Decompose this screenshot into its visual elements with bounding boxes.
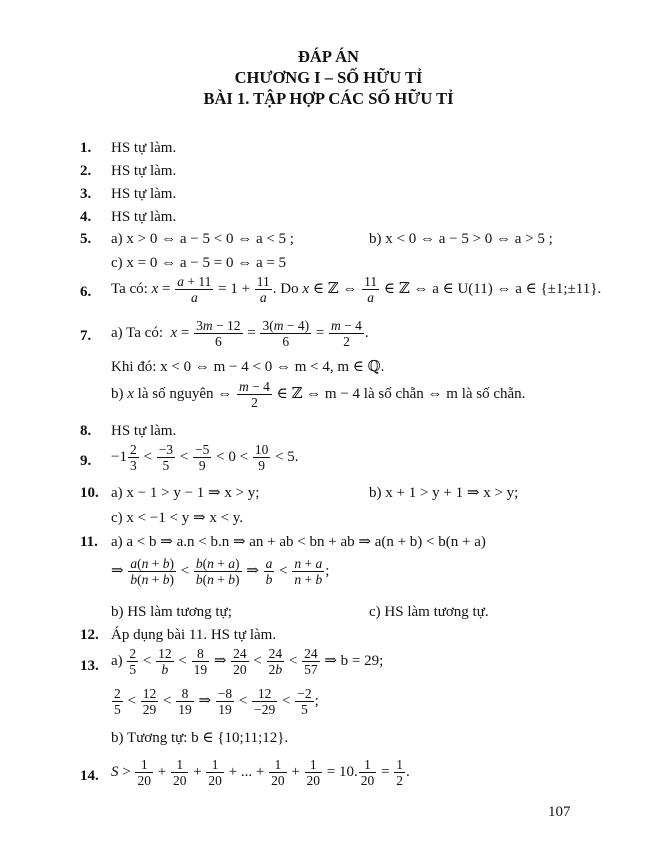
exercise-9: 9. −1 $\frac{2}{3}$ < $\frac{-3}{5}$ < $\frac{-5}{9}$ < 0 < $\frac{10}{9}$ < 5. <box>80 442 299 473</box>
exercise-6: 6. Ta có: x = $\frac{a + 11}{a}$ = 1 + $\frac{11}{a}$ . Do x ∈ ℤ ⇔ $\frac{11}{a}$ ∈ ℤ ⇔ a ∈ U(11) ⇔ a ∈ {±1;±11}. <box>80 274 602 305</box>
chapter-title: CHƯƠNG I – SỐ HỮU TỈ <box>234 68 423 87</box>
exercise-13-a: 13. a) $\frac{2}{5}$ < $\frac{12}{b}$ < $\frac{8}{19}$ ⇒ $\frac{24}{20}$ < $\frac{24}{2b}$ < $\frac{24}{57}$ ⇒ b = 29; <box>80 646 384 677</box>
exercise-11-frac: ⇒ $\frac{a(n + b)}{b(n + b)}$ < $\frac{b(n + a)}{b(n + b)}$ ⇒ $\frac{a}{b}$ < $\frac{n + a}{n + b}$ ; <box>111 556 330 587</box>
header <box>0 46 657 109</box>
answer-title: ĐÁP ÁN <box>298 47 359 66</box>
lesson-title: BÀI 1. TẬP HỢP CÁC SỐ HỮU TỈ <box>203 89 454 108</box>
page-number: 107 <box>548 804 571 820</box>
exercise-7-a: 7. a) Ta có: x = $\frac{3m - 12}{6}$ = $\frac{3(m - 4)}{6}$ = $\frac{m - 4}{2}$ . <box>80 318 369 349</box>
exercise-13-a2: $\frac{2}{5}$ < $\frac{12}{29}$ < $\frac{8}{19}$ ⇒ $\frac{-8}{19}$ < $\frac{12}{-29}$ < $\frac{-2}{5}$ ; <box>114 686 319 717</box>
exercise-7-b: b) x là số nguyên ⇔ $\frac{m - 4}{2}$ ∈ ℤ ⇔ m − 4 là số chẵn ⇔ m là số chẵn. <box>111 379 526 410</box>
exercise-14: 14. S > $\frac{1}{20}$ + $\frac{1}{20}$ + $\frac{1}{20}$ + ... + $\frac{1}{20}$ + $\frac{1}{20}$ = 10. $\frac{1}{20}$ = $\frac{1}{2}$ . <box>80 757 410 788</box>
